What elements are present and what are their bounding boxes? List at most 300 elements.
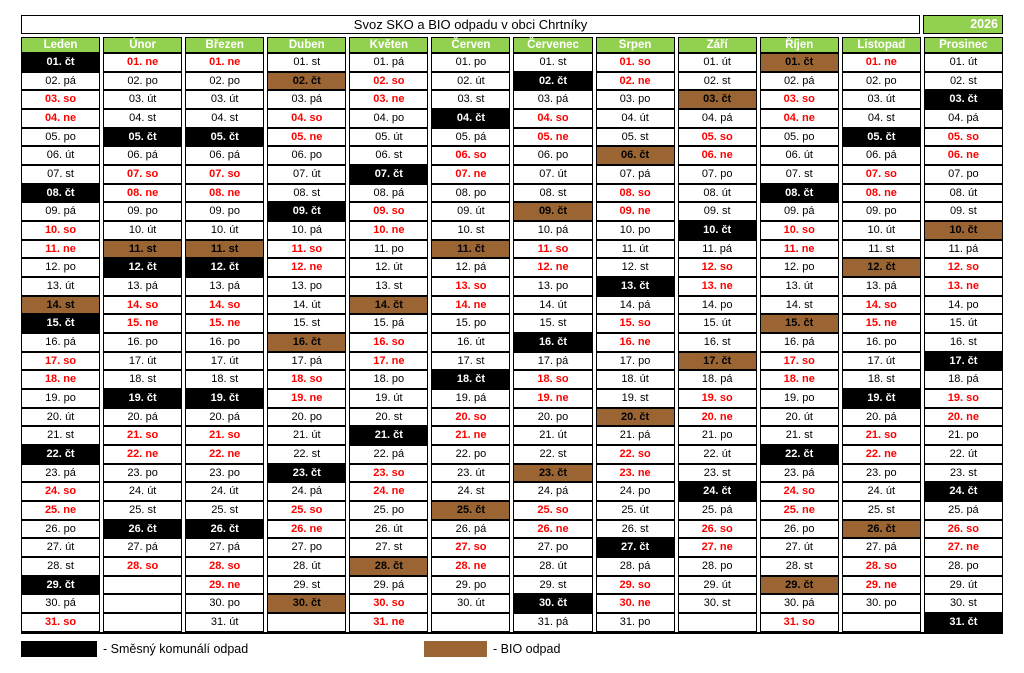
day-cell: 24. út [103, 482, 182, 501]
day-cell: 17. pá [267, 352, 346, 371]
day-cell: 10. pá [513, 221, 592, 240]
day-cell: 27. út [760, 538, 839, 557]
day-cell: 18. st [185, 370, 264, 389]
day-cell: 28. so [185, 557, 264, 576]
day-cell: 23. pá [21, 464, 100, 483]
day-cell: 04. so [267, 109, 346, 128]
day-cell: 04. so [513, 109, 592, 128]
day-cell: 06. pá [185, 146, 264, 165]
day-cell: 19. so [678, 389, 757, 408]
day-cell: 08. ne [185, 184, 264, 203]
day-cell: 05. ne [513, 128, 592, 147]
day-cell: 25. st [103, 501, 182, 520]
day-cell: 25. ne [21, 501, 100, 520]
day-cell: 07. po [678, 165, 757, 184]
day-cell: 28. čt [349, 557, 428, 576]
day-cell: 21. so [185, 426, 264, 445]
day-cell: 03. út [842, 90, 921, 109]
day-cell: 20. so [431, 408, 510, 427]
day-cell: 20. út [760, 408, 839, 427]
day-cell: 24. pá [267, 482, 346, 501]
day-cell: 30. po [185, 594, 264, 613]
day-cell: 10. út [842, 221, 921, 240]
day-cell: 22. út [678, 445, 757, 464]
month-column [924, 37, 1003, 632]
day-cell: 31. po [596, 613, 675, 632]
day-cell: 13. ne [678, 277, 757, 296]
day-cell: 13. pá [185, 277, 264, 296]
day-cell: 31. pá [513, 613, 592, 632]
day-cell: 14. út [267, 296, 346, 315]
day-cell: 29. út [924, 576, 1003, 595]
day-cell: 24. po [596, 482, 675, 501]
day-cell: 07. po [924, 165, 1003, 184]
day-cell: 14. so [185, 296, 264, 315]
day-cell: 07. pá [596, 165, 675, 184]
day-cell: 11. so [267, 240, 346, 259]
day-cell: 01. st [267, 53, 346, 72]
day-cell: 26. čt [842, 520, 921, 539]
day-cell: 23. ne [596, 464, 675, 483]
day-cell: 21. so [103, 426, 182, 445]
day-cell: 04. po [349, 109, 428, 128]
day-cell: 24. ne [349, 482, 428, 501]
day-cell: 26. čt [185, 520, 264, 539]
day-cell: 21. út [513, 426, 592, 445]
day-cell: 28. so [842, 557, 921, 576]
day-cell: 10. čt [924, 221, 1003, 240]
day-cell: 28. po [678, 557, 757, 576]
day-cell: 11. po [349, 240, 428, 259]
day-cell: 01. ne [842, 53, 921, 72]
day-cell: 25. so [513, 501, 592, 520]
day-cell: 05. ne [267, 128, 346, 147]
day-cell: 14. so [103, 296, 182, 315]
day-cell: 08. st [513, 184, 592, 203]
day-cell: 13. út [21, 277, 100, 296]
day-cell: 12. po [21, 258, 100, 277]
day-cell: 27. čt [596, 538, 675, 557]
day-cell: 19. ne [513, 389, 592, 408]
day-cell: 29. st [513, 576, 592, 595]
month-header: Březen [185, 37, 264, 53]
day-cell: 01. čt [21, 53, 100, 72]
day-cell: 02. po [103, 72, 182, 91]
day-cell [842, 613, 921, 632]
day-cell: 04. čt [431, 109, 510, 128]
day-cell: 01. čt [760, 53, 839, 72]
day-cell: 14. ne [431, 296, 510, 315]
day-cell: 17. út [842, 352, 921, 371]
day-cell: 22. út [924, 445, 1003, 464]
day-cell: 04. pá [678, 109, 757, 128]
month-header: Prosinec [924, 37, 1003, 53]
day-cell: 18. po [349, 370, 428, 389]
day-cell: 09. čt [267, 202, 346, 221]
day-cell: 18. út [596, 370, 675, 389]
day-cell: 13. pá [842, 277, 921, 296]
day-cell: 09. pá [760, 202, 839, 221]
year-badge: 2026 [923, 15, 1003, 34]
day-cell: 01. ne [185, 53, 264, 72]
day-cell: 03. so [21, 90, 100, 109]
day-cell: 16. po [103, 333, 182, 352]
day-cell: 02. po [185, 72, 264, 91]
day-cell: 28. st [21, 557, 100, 576]
month-column [678, 37, 757, 632]
day-cell: 06. so [431, 146, 510, 165]
day-cell: 05. út [349, 128, 428, 147]
day-cell: 08. čt [760, 184, 839, 203]
day-cell: 23. st [678, 464, 757, 483]
day-cell: 07. so [842, 165, 921, 184]
month-column [431, 37, 510, 632]
day-cell: 02. po [842, 72, 921, 91]
day-cell: 12. čt [185, 258, 264, 277]
day-cell: 27. so [431, 538, 510, 557]
day-cell: 14. so [842, 296, 921, 315]
day-cell: 17. so [21, 352, 100, 371]
day-cell: 05. pá [431, 128, 510, 147]
month-header: Leden [21, 37, 100, 53]
day-cell: 15. ne [185, 314, 264, 333]
day-cell: 19. pá [431, 389, 510, 408]
day-cell: 14. st [760, 296, 839, 315]
day-cell: 24. čt [924, 482, 1003, 501]
day-cell: 23. čt [513, 464, 592, 483]
day-cell: 26. so [924, 520, 1003, 539]
day-cell: 02. út [431, 72, 510, 91]
month-header: Únor [103, 37, 182, 53]
day-cell: 01. út [924, 53, 1003, 72]
month-header: Listopad [842, 37, 921, 53]
day-cell: 16. čt [513, 333, 592, 352]
day-cell: 30. čt [267, 594, 346, 613]
day-cell: 26. po [21, 520, 100, 539]
day-cell: 02. ne [596, 72, 675, 91]
day-cell: 06. po [513, 146, 592, 165]
day-cell: 22. st [513, 445, 592, 464]
day-cell: 27. pá [842, 538, 921, 557]
day-cell: 21. čt [349, 426, 428, 445]
day-cell: 29. st [267, 576, 346, 595]
day-cell: 11. ne [760, 240, 839, 259]
day-cell: 11. út [596, 240, 675, 259]
day-cell [103, 576, 182, 595]
day-cell: 30. so [349, 594, 428, 613]
day-cell: 13. po [267, 277, 346, 296]
day-cell: 21. po [924, 426, 1003, 445]
month-header: Září [678, 37, 757, 53]
month-column [842, 37, 921, 632]
day-cell: 03. so [760, 90, 839, 109]
day-cell: 13. po [513, 277, 592, 296]
day-cell: 09. po [842, 202, 921, 221]
day-cell: 07. čt [349, 165, 428, 184]
day-cell: 11. so [513, 240, 592, 259]
day-cell: 21. st [21, 426, 100, 445]
day-cell: 20. ne [924, 408, 1003, 427]
day-cell: 02. čt [513, 72, 592, 91]
day-cell: 28. pá [596, 557, 675, 576]
day-cell: 16. pá [21, 333, 100, 352]
day-cell: 07. so [185, 165, 264, 184]
day-cell: 15. st [267, 314, 346, 333]
day-cell: 16. pá [760, 333, 839, 352]
day-cell: 05. so [678, 128, 757, 147]
day-cell: 29. út [678, 576, 757, 595]
day-cell: 11. čt [431, 240, 510, 259]
day-cell: 28. so [103, 557, 182, 576]
day-cell: 06. po [267, 146, 346, 165]
day-cell: 21. st [760, 426, 839, 445]
day-cell: 19. út [349, 389, 428, 408]
day-cell: 17. po [596, 352, 675, 371]
day-cell: 22. ne [185, 445, 264, 464]
day-cell: 06. út [21, 146, 100, 165]
month-header: Říjen [760, 37, 839, 53]
day-cell: 25. st [185, 501, 264, 520]
day-cell: 30. út [431, 594, 510, 613]
day-cell: 29. ne [185, 576, 264, 595]
day-cell: 20. st [349, 408, 428, 427]
day-cell: 15. po [431, 314, 510, 333]
day-cell: 06. út [760, 146, 839, 165]
day-cell: 04. st [103, 109, 182, 128]
day-cell: 11. ne [21, 240, 100, 259]
day-cell: 05. po [21, 128, 100, 147]
day-cell: 09. so [349, 202, 428, 221]
day-cell [678, 613, 757, 632]
day-cell: 18. čt [431, 370, 510, 389]
day-cell: 16. po [185, 333, 264, 352]
day-cell: 08. ne [842, 184, 921, 203]
day-cell: 17. út [103, 352, 182, 371]
day-cell: 13. ne [924, 277, 1003, 296]
month-header: Červen [431, 37, 510, 53]
day-cell: 11. st [185, 240, 264, 259]
day-cell: 29. čt [21, 576, 100, 595]
day-cell: 18. st [842, 370, 921, 389]
day-cell: 03. po [596, 90, 675, 109]
day-cell: 16. ne [596, 333, 675, 352]
day-cell: 15. čt [760, 314, 839, 333]
day-cell: 22. čt [21, 445, 100, 464]
day-cell: 24. so [760, 482, 839, 501]
day-cell: 22. čt [760, 445, 839, 464]
day-cell: 25. čt [431, 501, 510, 520]
day-cell: 02. pá [21, 72, 100, 91]
day-cell: 18. st [103, 370, 182, 389]
day-cell: 05. po [760, 128, 839, 147]
month-header: Červenec [513, 37, 592, 53]
day-cell: 08. pá [349, 184, 428, 203]
day-cell: 31. ne [349, 613, 428, 632]
day-cell: 22. st [267, 445, 346, 464]
day-cell: 24. čt [678, 482, 757, 501]
day-cell: 22. po [431, 445, 510, 464]
day-cell: 25. ne [760, 501, 839, 520]
month-column [760, 37, 839, 632]
day-cell: 02. pá [760, 72, 839, 91]
day-cell: 19. po [21, 389, 100, 408]
title-row [21, 15, 1003, 34]
day-cell: 30. pá [760, 594, 839, 613]
day-cell: 10. pá [267, 221, 346, 240]
day-cell: 01. út [678, 53, 757, 72]
day-cell: 19. čt [185, 389, 264, 408]
day-cell: 29. čt [760, 576, 839, 595]
day-cell: 15. út [924, 314, 1003, 333]
day-cell: 20. po [513, 408, 592, 427]
day-cell: 30. po [842, 594, 921, 613]
day-cell: 15. ne [842, 314, 921, 333]
day-cell: 13. st [349, 277, 428, 296]
day-cell: 14. pá [596, 296, 675, 315]
day-cell: 09. po [185, 202, 264, 221]
day-cell: 06. pá [103, 146, 182, 165]
day-cell: 01. pá [349, 53, 428, 72]
day-cell: 15. čt [21, 314, 100, 333]
day-cell: 03. st [431, 90, 510, 109]
day-cell: 25. pá [678, 501, 757, 520]
day-cell: 07. ne [431, 165, 510, 184]
day-cell: 25. st [842, 501, 921, 520]
day-cell: 14. st [21, 296, 100, 315]
day-cell: 10. so [760, 221, 839, 240]
day-cell: 25. po [349, 501, 428, 520]
day-cell: 29. so [596, 576, 675, 595]
day-cell: 30. st [924, 594, 1003, 613]
day-cell: 02. so [349, 72, 428, 91]
day-cell [267, 613, 346, 632]
day-cell: 23. po [185, 464, 264, 483]
day-cell: 12. so [924, 258, 1003, 277]
day-cell: 06. ne [924, 146, 1003, 165]
day-cell: 07. st [21, 165, 100, 184]
day-cell: 10. po [596, 221, 675, 240]
day-cell: 20. pá [103, 408, 182, 427]
day-cell: 24. st [431, 482, 510, 501]
day-cell: 12. st [596, 258, 675, 277]
day-cell: 08. so [596, 184, 675, 203]
day-cell: 10. út [185, 221, 264, 240]
day-cell: 16. st [678, 333, 757, 352]
day-cell: 12. út [349, 258, 428, 277]
day-cell: 16. st [924, 333, 1003, 352]
day-cell: 04. út [596, 109, 675, 128]
day-cell: 02. st [924, 72, 1003, 91]
day-cell: 25. pá [924, 501, 1003, 520]
day-cell: 26. út [349, 520, 428, 539]
day-cell: 17. so [760, 352, 839, 371]
calendar-grid [21, 37, 1003, 634]
day-cell: 30. ne [596, 594, 675, 613]
day-cell: 20. pá [185, 408, 264, 427]
day-cell: 31. út [185, 613, 264, 632]
day-cell: 10. čt [678, 221, 757, 240]
day-cell: 16. čt [267, 333, 346, 352]
day-cell: 20. út [21, 408, 100, 427]
day-cell: 04. st [842, 109, 921, 128]
day-cell: 05. st [596, 128, 675, 147]
day-cell: 11. st [103, 240, 182, 259]
day-cell: 13. so [431, 277, 510, 296]
month-header: Květen [349, 37, 428, 53]
bio-color-swatch [424, 641, 487, 657]
day-cell: 23. st [924, 464, 1003, 483]
day-cell: 18. pá [924, 370, 1003, 389]
day-cell: 14. čt [349, 296, 428, 315]
day-cell: 03. út [185, 90, 264, 109]
month-header: Srpen [596, 37, 675, 53]
day-cell: 07. so [103, 165, 182, 184]
month-column [21, 37, 100, 632]
day-cell: 01. ne [103, 53, 182, 72]
day-cell: 16. so [349, 333, 428, 352]
day-cell: 27. po [267, 538, 346, 557]
day-cell: 05. so [924, 128, 1003, 147]
day-cell: 18. ne [760, 370, 839, 389]
day-cell: 09. čt [513, 202, 592, 221]
day-cell: 21. pá [596, 426, 675, 445]
day-cell: 19. st [596, 389, 675, 408]
day-cell: 27. ne [678, 538, 757, 557]
day-cell: 15. st [513, 314, 592, 333]
day-cell: 23. po [103, 464, 182, 483]
month-column [103, 37, 182, 632]
month-column [596, 37, 675, 632]
day-cell: 26. ne [513, 520, 592, 539]
day-cell: 17. čt [678, 352, 757, 371]
day-cell: 23. po [842, 464, 921, 483]
day-cell: 14. po [924, 296, 1003, 315]
day-cell: 03. pá [267, 90, 346, 109]
day-cell: 01. st [513, 53, 592, 72]
day-cell: 26. st [596, 520, 675, 539]
day-cell: 16. po [842, 333, 921, 352]
day-cell: 19. po [760, 389, 839, 408]
day-cell: 27. pá [103, 538, 182, 557]
day-cell: 22. ne [103, 445, 182, 464]
day-cell: 20. čt [596, 408, 675, 427]
day-cell: 18. pá [678, 370, 757, 389]
day-cell: 08. st [267, 184, 346, 203]
day-cell: 12. čt [103, 258, 182, 277]
day-cell: 01. so [596, 53, 675, 72]
month-column [513, 37, 592, 632]
day-cell: 28. út [513, 557, 592, 576]
day-cell: 19. čt [842, 389, 921, 408]
day-cell: 04. pá [924, 109, 1003, 128]
day-cell: 28. ne [431, 557, 510, 576]
day-cell: 21. po [678, 426, 757, 445]
day-cell: 18. so [267, 370, 346, 389]
day-cell: 12. čt [842, 258, 921, 277]
day-cell: 10. ne [349, 221, 428, 240]
day-cell: 12. so [678, 258, 757, 277]
day-cell: 31. čt [924, 613, 1003, 632]
day-cell: 03. čt [924, 90, 1003, 109]
day-cell: 31. so [21, 613, 100, 632]
day-cell: 22. so [596, 445, 675, 464]
day-cell: 27. pá [185, 538, 264, 557]
day-cell: 30. čt [513, 594, 592, 613]
day-cell: 29. pá [349, 576, 428, 595]
day-cell: 11. pá [924, 240, 1003, 259]
day-cell: 02. čt [267, 72, 346, 91]
month-column [267, 37, 346, 632]
